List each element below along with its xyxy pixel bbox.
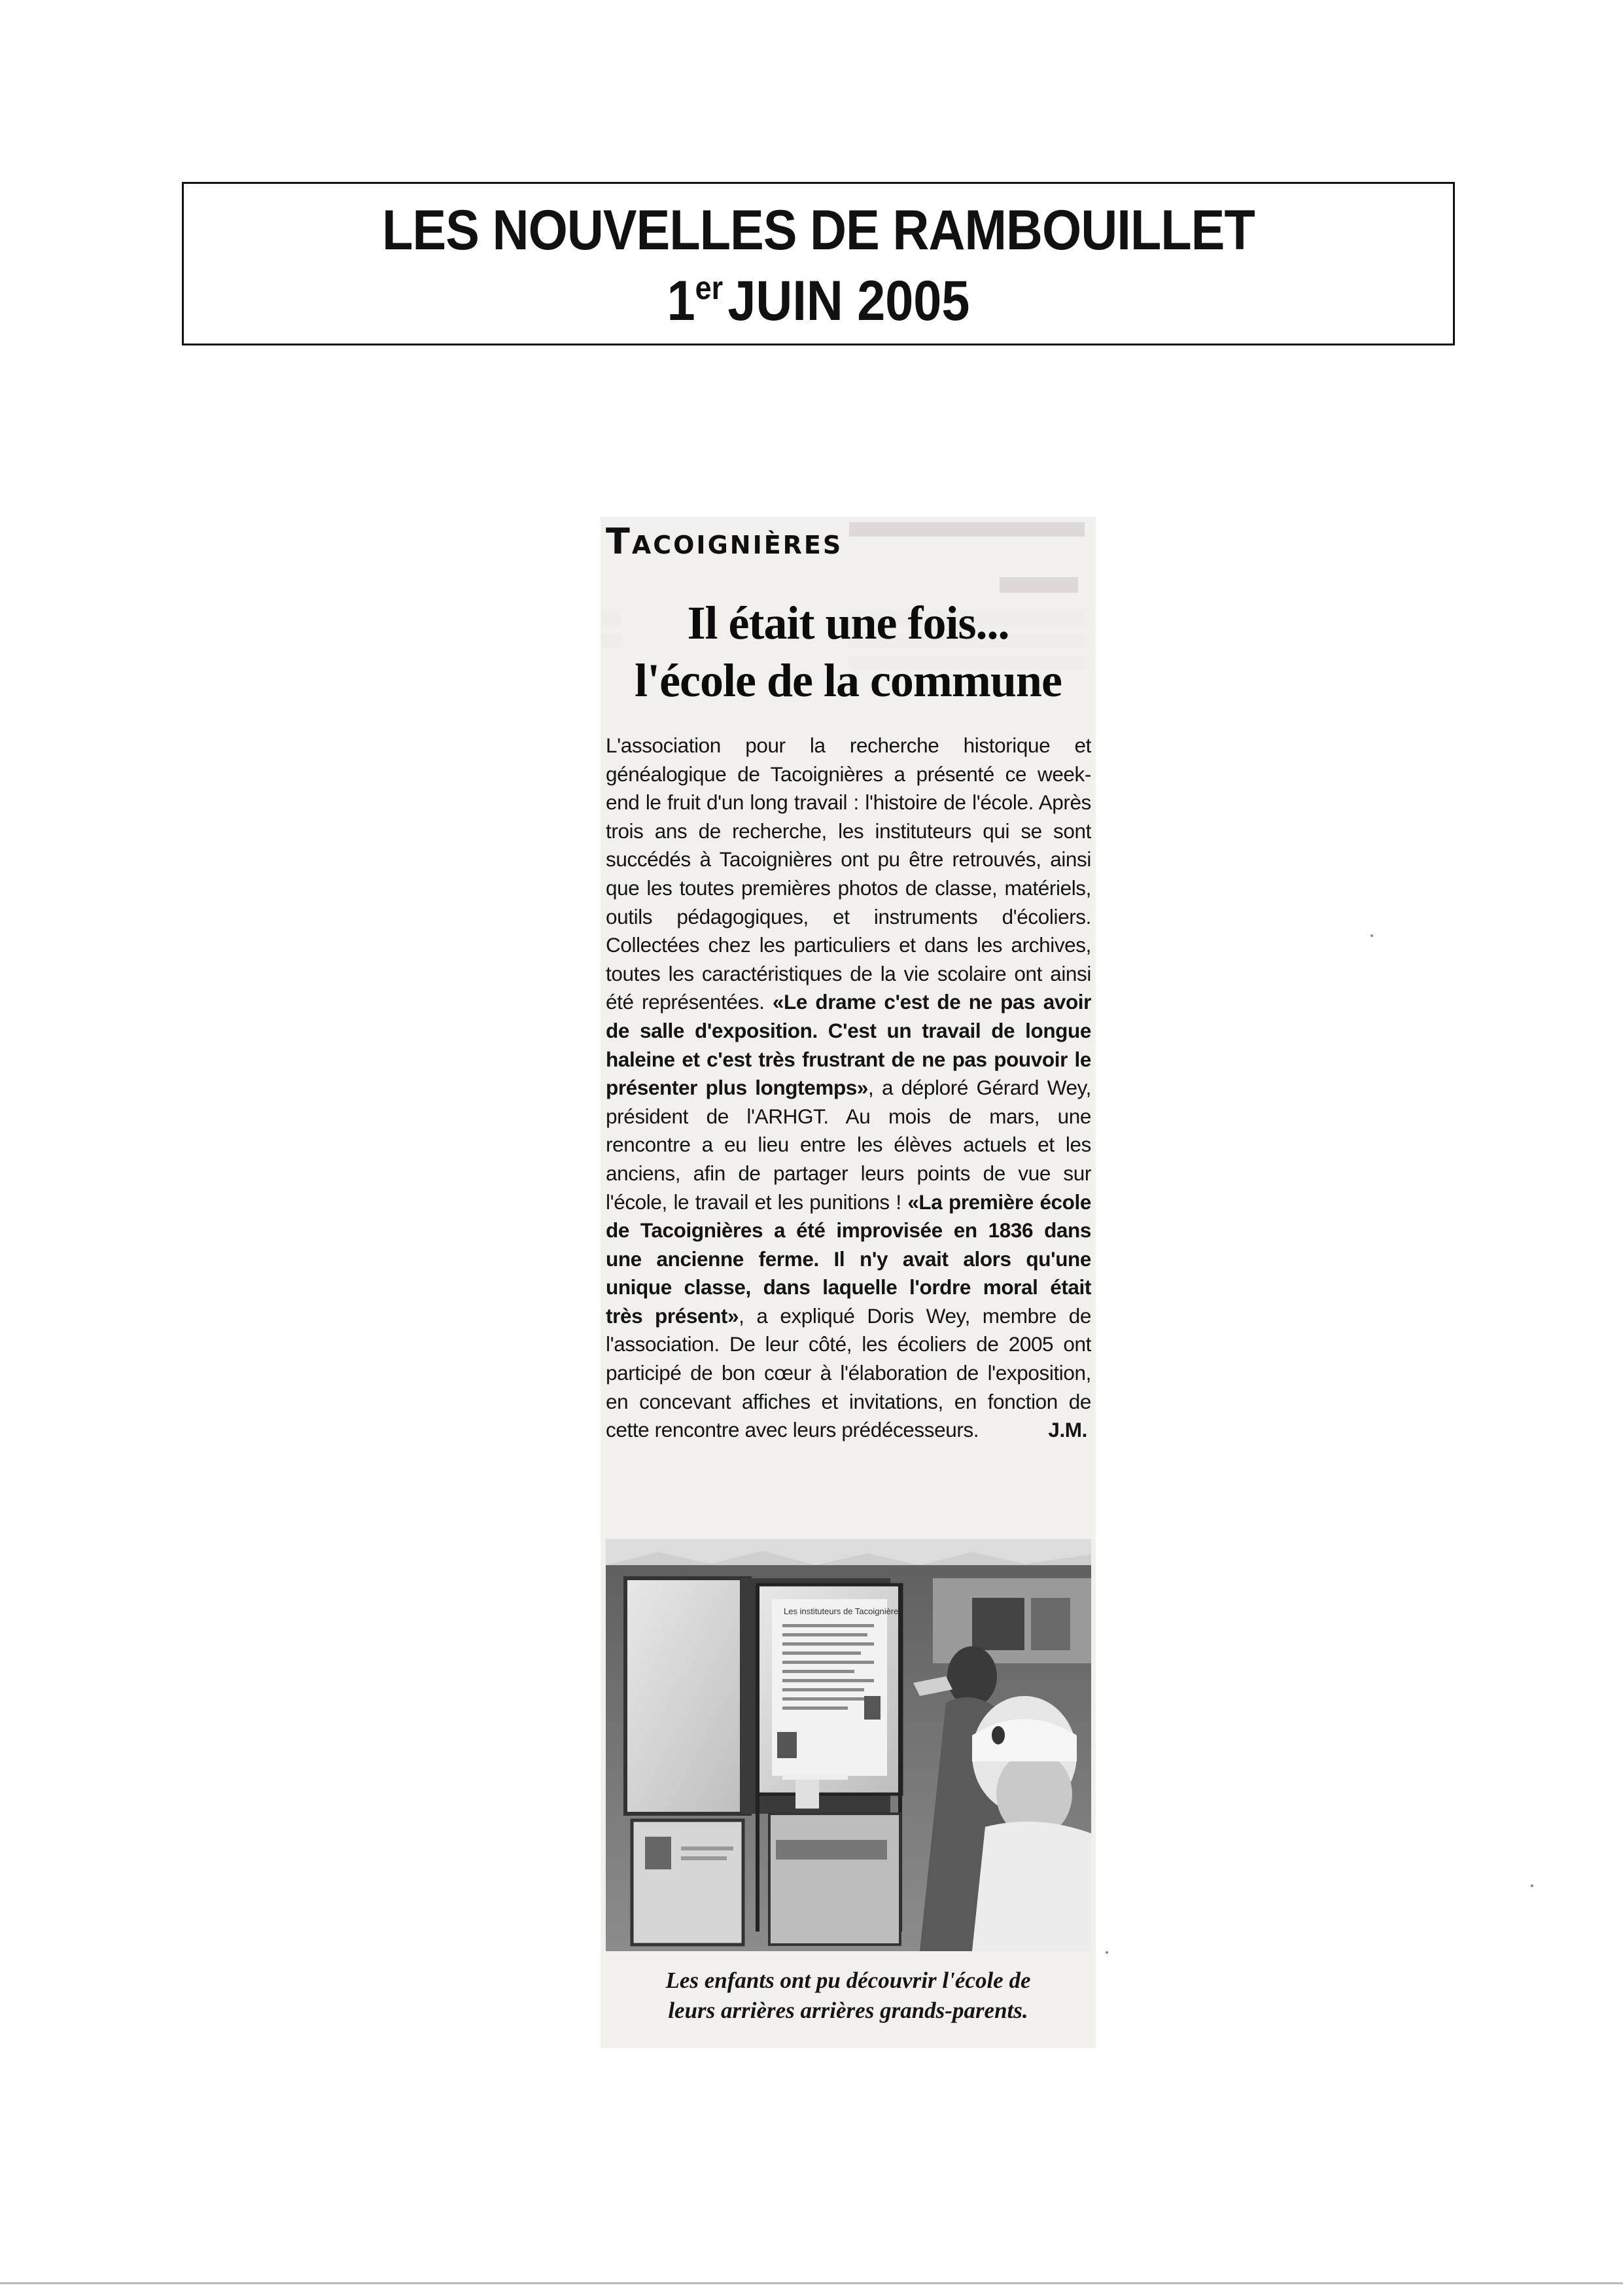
body-middle: , a déploré Gérard Wey, président de l'ARHGT. Au mois de mars, une rencontre a eu lieu entre les élèves actuels et les anciens, afin de partager leurs points de vue sur l'école, le travail et les punitions !: [606, 1076, 1091, 1214]
body-end: , a expliqué Doris Wey, membre de l'association. De leur côté, les écoliers de 2005 ont participé de bon cœur à l'élaboration de l'exposition, en concevant affiches et invitations, en fonction de cette rencontre avec leurs prédécesseurs.: [606, 1303, 1091, 1442]
newspaper-clipping: [601, 517, 1096, 2048]
caption-line-1: Les enfants ont pu découvrir l'école de: [665, 1968, 1031, 1993]
headline-line-1: Il était une fois...: [601, 594, 1096, 652]
author-signature: J.M.: [1048, 1418, 1087, 1442]
section-label: Tacoignières: [606, 521, 849, 562]
headline-line-2: l'école de la commune: [601, 652, 1096, 709]
date-month-year: JUIN 2005: [727, 270, 970, 332]
photo-illustration: [606, 1539, 1091, 1951]
photo-panel-title: Les instituteurs de Tacoignières: [784, 1606, 903, 1616]
photo-caption: [601, 1966, 1096, 2026]
scan-speck: [1106, 1951, 1108, 1954]
scan-speck: [1531, 1884, 1533, 1887]
article-body: [606, 732, 1091, 1445]
caption-line-2: leurs arrières arrières grands-parents.: [668, 1998, 1028, 2023]
scan-bottom-edge: [0, 2282, 1623, 2284]
date-day: 1: [667, 270, 695, 332]
article-headline: [601, 594, 1096, 709]
newspaper-title: LES NOUVELLES DE RAMBOUILLET: [382, 199, 1255, 262]
quote-member: «La première école de Tacoignières a été improvisée en 1836 dans une ancienne ferme. Il n'y avait alors qu'une unique classe, dans laquelle l'ordre moral était très présent»: [606, 1190, 1091, 1328]
body-intro: L'association pour la recherche historique et généalogique de Tacoignières a présenté ce week-end le fruit d'un long travail : l'histoire de l'école. Après trois ans de recherche, les instituteurs qui se sont succédés à Tacoignières ont pu être retrouvés, ainsi que les toutes premières photos de classe, matériels, outils pédagogiques, et instruments d'écoliers. Collectées chez les particuliers et dans les archives, toutes les caractéristiques de la vie scolaire ont ainsi été représentées.: [606, 733, 1091, 1014]
scan-speck: [1370, 934, 1373, 937]
date-suffix: er: [695, 270, 724, 306]
publication-date: [247, 270, 1389, 332]
article-photo: [606, 1539, 1091, 1951]
header-box: [182, 182, 1455, 345]
quote-president: «Le drame c'est de ne pas avoir de salle d'exposition. C'est un travail de longue haleine et c'est très frustrant de ne pas pouvoir le présenter plus longtemps»: [606, 990, 1091, 1100]
